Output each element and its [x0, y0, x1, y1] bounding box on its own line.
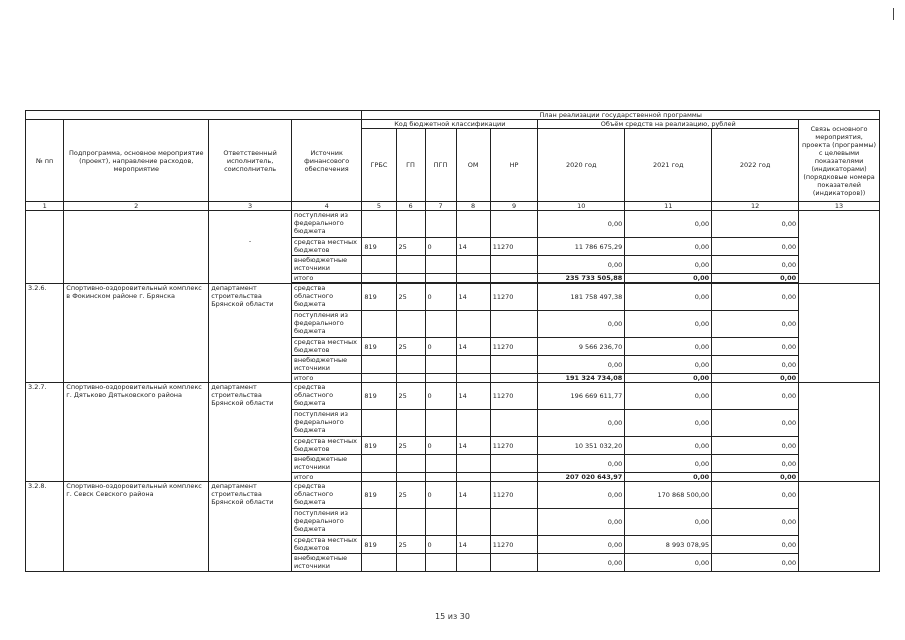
cell-num: [26, 211, 64, 284]
code-gp: 25: [396, 284, 425, 311]
value-2021: 0,00: [625, 437, 712, 455]
code-nr: 11270: [490, 536, 538, 554]
cell-name: [64, 211, 209, 284]
total-2022: 0,00: [712, 473, 799, 482]
value-2020: 9 566 236,70: [538, 338, 625, 356]
value-2022: 0,00: [712, 437, 799, 455]
value-2022: 0,00: [712, 356, 799, 374]
source-federal: поступления из федерального бюджета: [292, 211, 362, 238]
code-om: 14: [456, 437, 490, 455]
code-om: 14: [456, 238, 490, 256]
cell-link: [799, 482, 880, 572]
source-local: средства местных бюджетов: [292, 338, 362, 356]
total-2020: 191 324 734,08: [538, 374, 625, 383]
code-gp: 25: [396, 238, 425, 256]
col-gp-header: ГП: [396, 129, 425, 202]
budget-code-header: Код бюджетной классификации: [362, 120, 538, 129]
col-number: 3: [209, 202, 292, 211]
project-name: Спортивно-оздоровительный комплекс г. Севск Севского района: [64, 482, 209, 572]
volume-header: Объём средств на реализацию, рублей: [538, 120, 799, 129]
source-extra: внебюджетные источники: [292, 256, 362, 274]
code-nr: 11270: [490, 383, 538, 410]
value-2020: 0,00: [538, 356, 625, 374]
source-total: итого: [292, 473, 362, 482]
code-pgp: 0: [425, 437, 456, 455]
table-row: [26, 211, 880, 238]
source-regional: средства областного бюджета: [292, 383, 362, 410]
value-2020: 10 351 032,20: [538, 437, 625, 455]
code-gp: 25: [396, 437, 425, 455]
code-pgp: 0: [425, 338, 456, 356]
col-om-header: ОМ: [456, 129, 490, 202]
code-om: 14: [456, 338, 490, 356]
code-nr: 11270: [490, 482, 538, 509]
col-2022-header: 2022 год: [712, 129, 799, 202]
value-2022: 0,00: [712, 238, 799, 256]
code-om: 14: [456, 284, 490, 311]
value-2020: 0,00: [538, 455, 625, 473]
code-pgp: 0: [425, 238, 456, 256]
col-grbs-header: ГРБС: [362, 129, 396, 202]
source-local: средства местных бюджетов: [292, 437, 362, 455]
source-total: итого: [292, 274, 362, 283]
total-2020: 207 020 643,97: [538, 473, 625, 482]
code-grbs: 819: [362, 383, 396, 410]
table-row: [26, 482, 880, 509]
col-number: 9: [490, 202, 538, 211]
value-2021: 0,00: [625, 284, 712, 311]
value-2021: 0,00: [625, 554, 712, 572]
col-pgp-header: ПГП: [425, 129, 456, 202]
value-2022: 0,00: [712, 383, 799, 410]
code-om: 14: [456, 482, 490, 509]
col-number: 7: [425, 202, 456, 211]
total-2022: 0,00: [712, 274, 799, 283]
source-extra: внебюджетные источники: [292, 356, 362, 374]
value-2021: 0,00: [625, 311, 712, 338]
value-2021: 0,00: [625, 338, 712, 356]
source-federal: поступления из федерального бюджета: [292, 311, 362, 338]
code-om: 14: [456, 383, 490, 410]
dash-mark: -: [248, 237, 252, 245]
value-2020: 0,00: [538, 536, 625, 554]
source-federal: поступления из федерального бюджета: [292, 410, 362, 437]
value-2020: 0,00: [538, 509, 625, 536]
scan-mark: [893, 8, 894, 20]
col-number: 2: [64, 202, 209, 211]
source-regional: средства областного бюджета: [292, 482, 362, 509]
code-gp: 25: [396, 482, 425, 509]
total-2020: 235 733 505,88: [538, 274, 625, 283]
value-2022: 0,00: [712, 211, 799, 238]
value-2020: 0,00: [538, 211, 625, 238]
col-num-header: № пп: [26, 120, 64, 202]
code-gp: 25: [396, 338, 425, 356]
total-2021: 0,00: [625, 473, 712, 482]
col-2020-header: 2020 год: [538, 129, 625, 202]
code-pgp: 0: [425, 284, 456, 311]
project-num: 3.2.6.: [26, 284, 64, 383]
cell-link: [799, 211, 880, 284]
value-2022: 0,00: [712, 554, 799, 572]
code-nr: 11270: [490, 284, 538, 311]
table-row: [26, 383, 880, 410]
plan-title: План реализации государственной программы: [362, 111, 880, 120]
col-number: 13: [799, 202, 880, 211]
code-gp: 25: [396, 383, 425, 410]
source-total: итого: [292, 374, 362, 383]
value-2022: 0,00: [712, 410, 799, 437]
value-2020: 0,00: [538, 256, 625, 274]
value-2021: 170 868 500,00: [625, 482, 712, 509]
code-grbs: 819: [362, 437, 396, 455]
cell-resp: [209, 211, 292, 284]
header-blank: [26, 111, 362, 120]
value-2022: 0,00: [712, 509, 799, 536]
value-2020: 0,00: [538, 410, 625, 437]
col-nr-header: НР: [490, 129, 538, 202]
table-row: [26, 284, 880, 311]
project-num: 3.2.8.: [26, 482, 64, 572]
code-pgp: 0: [425, 482, 456, 509]
col-number: 8: [456, 202, 490, 211]
code-pgp: 0: [425, 536, 456, 554]
value-2022: 0,00: [712, 284, 799, 311]
project-resp: департамент строительства Брянской области: [209, 383, 292, 482]
code-om: 14: [456, 536, 490, 554]
col-number: 11: [625, 202, 712, 211]
value-2022: 0,00: [712, 338, 799, 356]
code-grbs: 819: [362, 482, 396, 509]
col-number: 10: [538, 202, 625, 211]
code-grbs: 819: [362, 338, 396, 356]
value-2022: 0,00: [712, 482, 799, 509]
cell-link: [799, 284, 880, 383]
project-name: Спортивно-оздоровительный комплекс в Фокинском районе г. Брянска: [64, 284, 209, 383]
value-2022: 0,00: [712, 256, 799, 274]
value-2020: 0,00: [538, 554, 625, 572]
project-name: Спортивно-оздоровительный комплекс г. Дятьково Дятьковского района: [64, 383, 209, 482]
col-program-header: Подпрограмма, основное мероприятие (проект), направление расходов, мероприятие: [64, 120, 209, 202]
project-resp: департамент строительства Брянской области: [209, 284, 292, 383]
source-federal: поступления из федерального бюджета: [292, 509, 362, 536]
page-number: 15 из 30: [435, 612, 470, 621]
col-2021-header: 2021 год: [625, 129, 712, 202]
source-local: средства местных бюджетов: [292, 536, 362, 554]
source-regional: средства областного бюджета: [292, 284, 362, 311]
project-resp: департамент строительства Брянской области: [209, 482, 292, 572]
col-number: 5: [362, 202, 396, 211]
code-grbs: 819: [362, 284, 396, 311]
value-2021: 0,00: [625, 509, 712, 536]
value-2021: 0,00: [625, 410, 712, 437]
value-2022: 0,00: [712, 455, 799, 473]
col-number: 4: [292, 202, 362, 211]
value-2020: 0,00: [538, 482, 625, 509]
code-nr: 11270: [490, 238, 538, 256]
code-pgp: 0: [425, 383, 456, 410]
value-2022: 0,00: [712, 311, 799, 338]
source-extra: внебюджетные источники: [292, 455, 362, 473]
col-number: 12: [712, 202, 799, 211]
value-2020: 181 758 497,38: [538, 284, 625, 311]
col-source-header: Источник финансового обеспечения: [292, 120, 362, 202]
value-2021: 0,00: [625, 211, 712, 238]
code-grbs: 819: [362, 536, 396, 554]
col-number: 1: [26, 202, 64, 211]
value-2021: 0,00: [625, 383, 712, 410]
col-number: 6: [396, 202, 425, 211]
col-responsible-header: Ответственный исполнитель, соисполнитель: [209, 120, 292, 202]
value-2021: 8 993 078,95: [625, 536, 712, 554]
code-nr: 11270: [490, 437, 538, 455]
program-plan-table: [25, 110, 880, 572]
value-2021: 0,00: [625, 256, 712, 274]
total-2021: 0,00: [625, 274, 712, 283]
col-link-header: Связь основного мероприятия, проекта (программы) с целевыми показателями (индикаторами) (порядковые номера показателей (индикаторов)): [799, 120, 880, 202]
source-extra: внебюджетные источники: [292, 554, 362, 572]
value-2021: 0,00: [625, 356, 712, 374]
total-2021: 0,00: [625, 374, 712, 383]
code-nr: 11270: [490, 338, 538, 356]
project-num: 3.2.7.: [26, 383, 64, 482]
value-2021: 0,00: [625, 455, 712, 473]
value-2020: 11 786 675,29: [538, 238, 625, 256]
cell-link: [799, 383, 880, 482]
value-2020: 0,00: [538, 311, 625, 338]
value-2020: 196 669 611,77: [538, 383, 625, 410]
source-local: средства местных бюджетов: [292, 238, 362, 256]
value-2022: 0,00: [712, 536, 799, 554]
value-2021: 0,00: [625, 238, 712, 256]
code-grbs: 819: [362, 238, 396, 256]
code-gp: 25: [396, 536, 425, 554]
total-2022: 0,00: [712, 374, 799, 383]
